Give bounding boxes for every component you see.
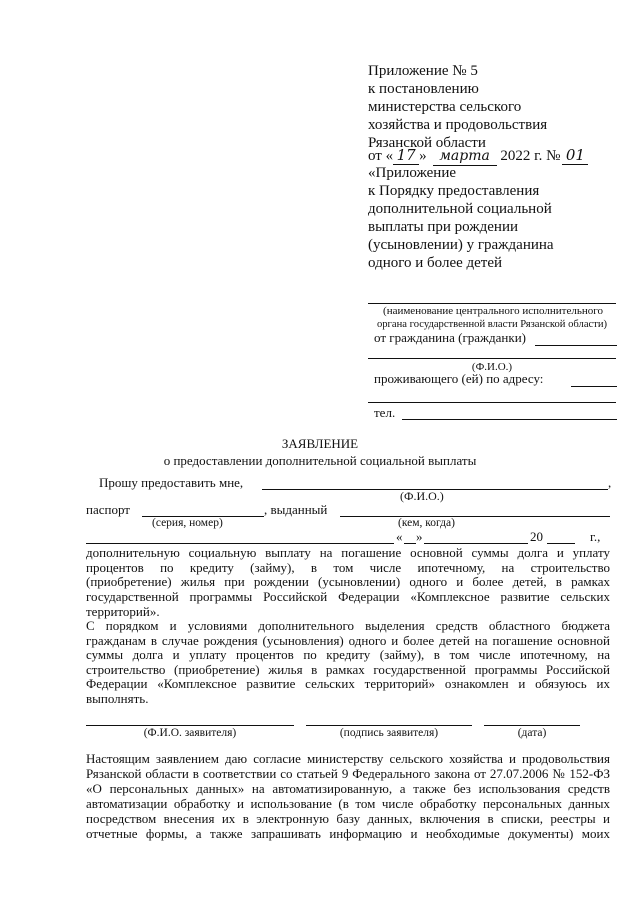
year-prefix: 20 (530, 529, 543, 544)
year-suffix: г., (590, 529, 601, 544)
body-line: отчетные формы, а также запрашивать информацию и необходимые документы) моих (86, 826, 610, 841)
body-line: строительство (приобретение) жилья в рамках государственной программы Российской (86, 662, 610, 677)
date-open-quote: « (396, 529, 403, 544)
applicant-fio-field[interactable] (86, 725, 294, 726)
issue-month-field[interactable] (424, 543, 528, 544)
residing-label: проживающего (ей) по адресу: (374, 371, 544, 386)
annex-line: дополнительной социальной (368, 201, 552, 217)
body-line: (приобретение) жилья при рождении (усыновлении) одного и более детей, в рамках (86, 574, 610, 589)
passport-issued-field[interactable] (340, 516, 610, 517)
fio-caption: (Ф.И.О.) (471, 361, 513, 373)
citizen-name-field[interactable] (368, 358, 616, 359)
body-line: С порядком и условиями дополнительного выделения средств областного бюджета (86, 618, 610, 633)
body-line: суммы долга и уплату процентов по кредиту (займу), в том числе ипотечному, на (86, 647, 610, 662)
signature-caption: (подпись заявителя) (339, 727, 439, 739)
fio-caption: (Ф.И.О.) (400, 489, 444, 503)
annex-line: хозяйства и продовольствия (368, 117, 548, 133)
from-citizen-field[interactable] (535, 345, 617, 346)
applicant-signature-field[interactable] (306, 725, 472, 726)
body-line: Федерации «Комплексное развитие сельских территорий» ознакомлен и обязуюсь их (86, 676, 610, 691)
body-line: «О персональных данных» на автоматизированную, а также без использования средств (86, 781, 610, 796)
phone-label: тел. (374, 405, 396, 420)
body-line: государственной программы Российской Федерации «Комплексное развитие сельских (86, 589, 610, 604)
body-line: посредством внесения их в электронную базу данных, включения в списки, реестры и (86, 811, 610, 826)
date-caption: (дата) (517, 727, 547, 739)
handwritten-month: марта (433, 147, 497, 166)
body-line: дополнительную социальную выплату на погашение основной суммы долга и уплату (86, 545, 610, 560)
annex-line: выплаты при рождении (368, 219, 518, 235)
address-field-2[interactable] (368, 402, 616, 403)
annex-line: Рязанской области (368, 135, 486, 151)
body-line: автоматизации обработку и использование (в том числе обработку персональных данных (86, 796, 610, 811)
body-line: Настоящим заявлением даю согласие министерству сельского хозяйства и продовольствия (86, 751, 610, 766)
body-line: процентов по кредиту (займу), в том числе ипотечному, на строительство (86, 560, 610, 575)
date-prefix: от « (368, 148, 394, 164)
date-close-quote: » (416, 529, 423, 544)
annex-line: (усыновлении) у гражданина (368, 237, 554, 253)
annex-line: к Порядку предоставления (368, 183, 540, 199)
annex-line: министерства сельского (368, 99, 522, 115)
handwritten-number: 01 (562, 146, 588, 165)
signature-date-field[interactable] (484, 725, 580, 726)
addressee-rule (368, 303, 616, 304)
request-comma: , (608, 475, 612, 490)
annex-line: к постановлению (368, 81, 479, 97)
issued-label: , выданный (264, 502, 328, 517)
annex-line: «Приложение (368, 165, 457, 181)
series-caption: (серия, номер) (152, 517, 223, 529)
issued-caption: (кем, когда) (398, 517, 455, 529)
document-title: ЗАЯВЛЕНИЕ (281, 436, 359, 451)
handwritten-day: 17 (393, 146, 419, 165)
annex-date-line (368, 146, 588, 166)
addressee-caption: (наименование центрального исполнительного (383, 305, 603, 317)
date-mid: » (419, 148, 427, 164)
fio-applicant-caption: (Ф.И.О. заявителя) (143, 727, 237, 739)
address-field[interactable] (571, 386, 617, 387)
body-line: гражданам в случае рождения (усыновления) одного и более детей на погашение основной (86, 633, 610, 648)
body-line: Рязанской области в соответствии со статьей 9 Федерального закона от 27.07.2006 № 152-ФЗ (86, 766, 610, 781)
issue-year-field[interactable] (547, 543, 575, 544)
annex-line: одного и более детей (368, 255, 503, 271)
phone-field[interactable] (402, 419, 617, 420)
from-citizen-label: от гражданина (гражданки) (374, 330, 526, 345)
date-year: 2022 г. № (500, 148, 561, 164)
addressee-caption: органа государственной власти Рязанской области) (376, 319, 608, 330)
body-line: выполнять. (86, 691, 149, 706)
request-label: Прошу предоставить мне, (99, 475, 244, 490)
body-line: территорий». (86, 604, 160, 619)
passport-label: паспорт (86, 502, 130, 517)
issue-day-field[interactable] (404, 543, 416, 544)
document-subtitle: о предоставлении дополнительной социальной выплаты (163, 453, 477, 468)
passport-issued-field-2[interactable] (86, 543, 394, 544)
annex-line: Приложение № 5 (368, 63, 478, 79)
